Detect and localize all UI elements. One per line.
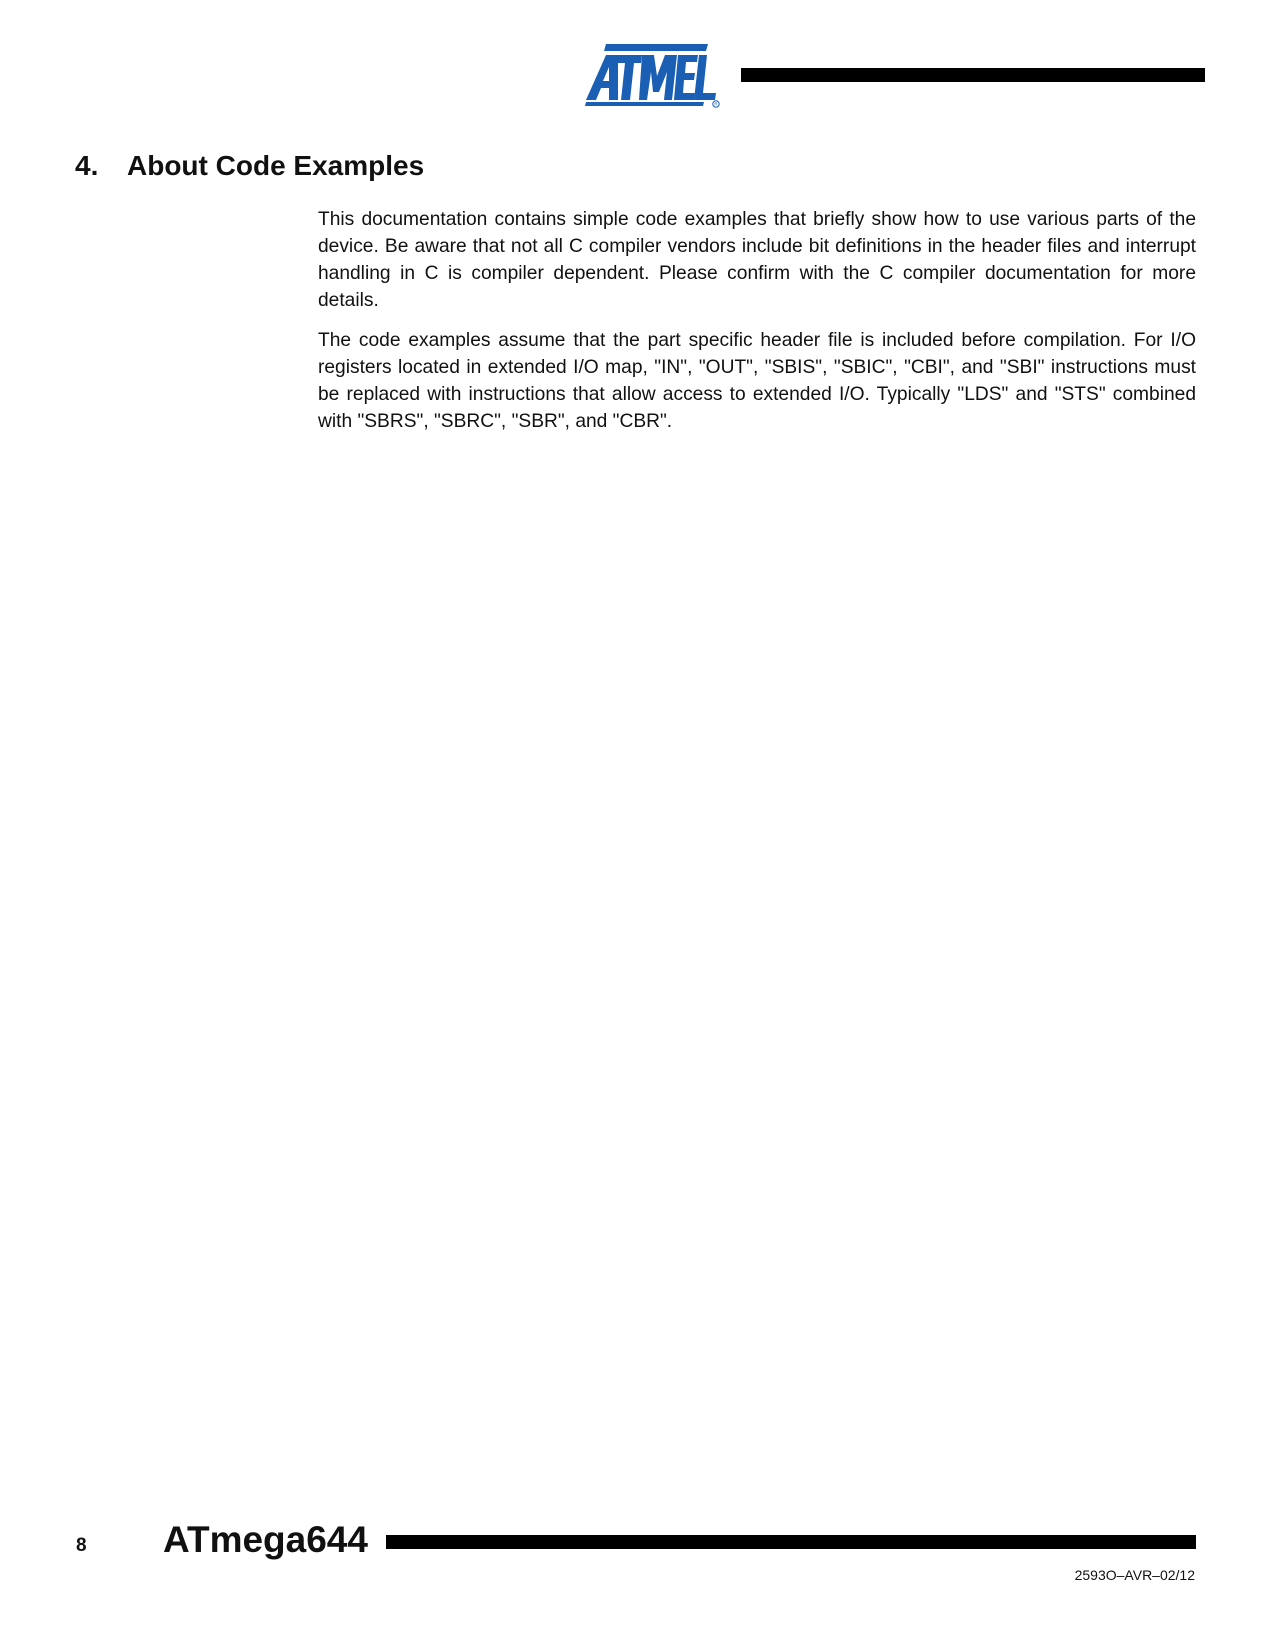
section-title: About Code Examples (127, 150, 425, 181)
section-number: 4. (75, 150, 99, 181)
footer-rule (386, 1535, 1196, 1549)
svg-text:R: R (714, 101, 718, 107)
body-text (318, 206, 1196, 448)
document-code: 2593O–AVR–02/12 (1074, 1567, 1195, 1583)
paragraph: The code examples assume that the part specific header file is included before compilation. For I/O registers located in extended I/O map, "IN", "OUT", "SBIS", "SBIC", "CBI", and "SBI" instructions must be replaced with instructions that allow access to extended I/O. Typically "LDS" and "STS" combined with "SBRS", "SBRC", "SBR", and "CBR". (318, 330, 1196, 432)
page-footer (0, 1510, 1275, 1600)
atmel-logo (584, 40, 724, 108)
paragraph: This documentation contains simple code examples that briefly show how to use various parts of the device. Be aware that not all C compiler vendors include bit definitions in the header files and interrupt handling in C is compiler dependent. Please confirm with the C compiler documentation for more details. (318, 209, 1196, 311)
page-number: 8 (76, 1535, 87, 1556)
header-rule (741, 68, 1205, 82)
page-header (0, 0, 1275, 120)
section-heading (75, 148, 424, 184)
product-name: ATmega644 (163, 1519, 368, 1560)
